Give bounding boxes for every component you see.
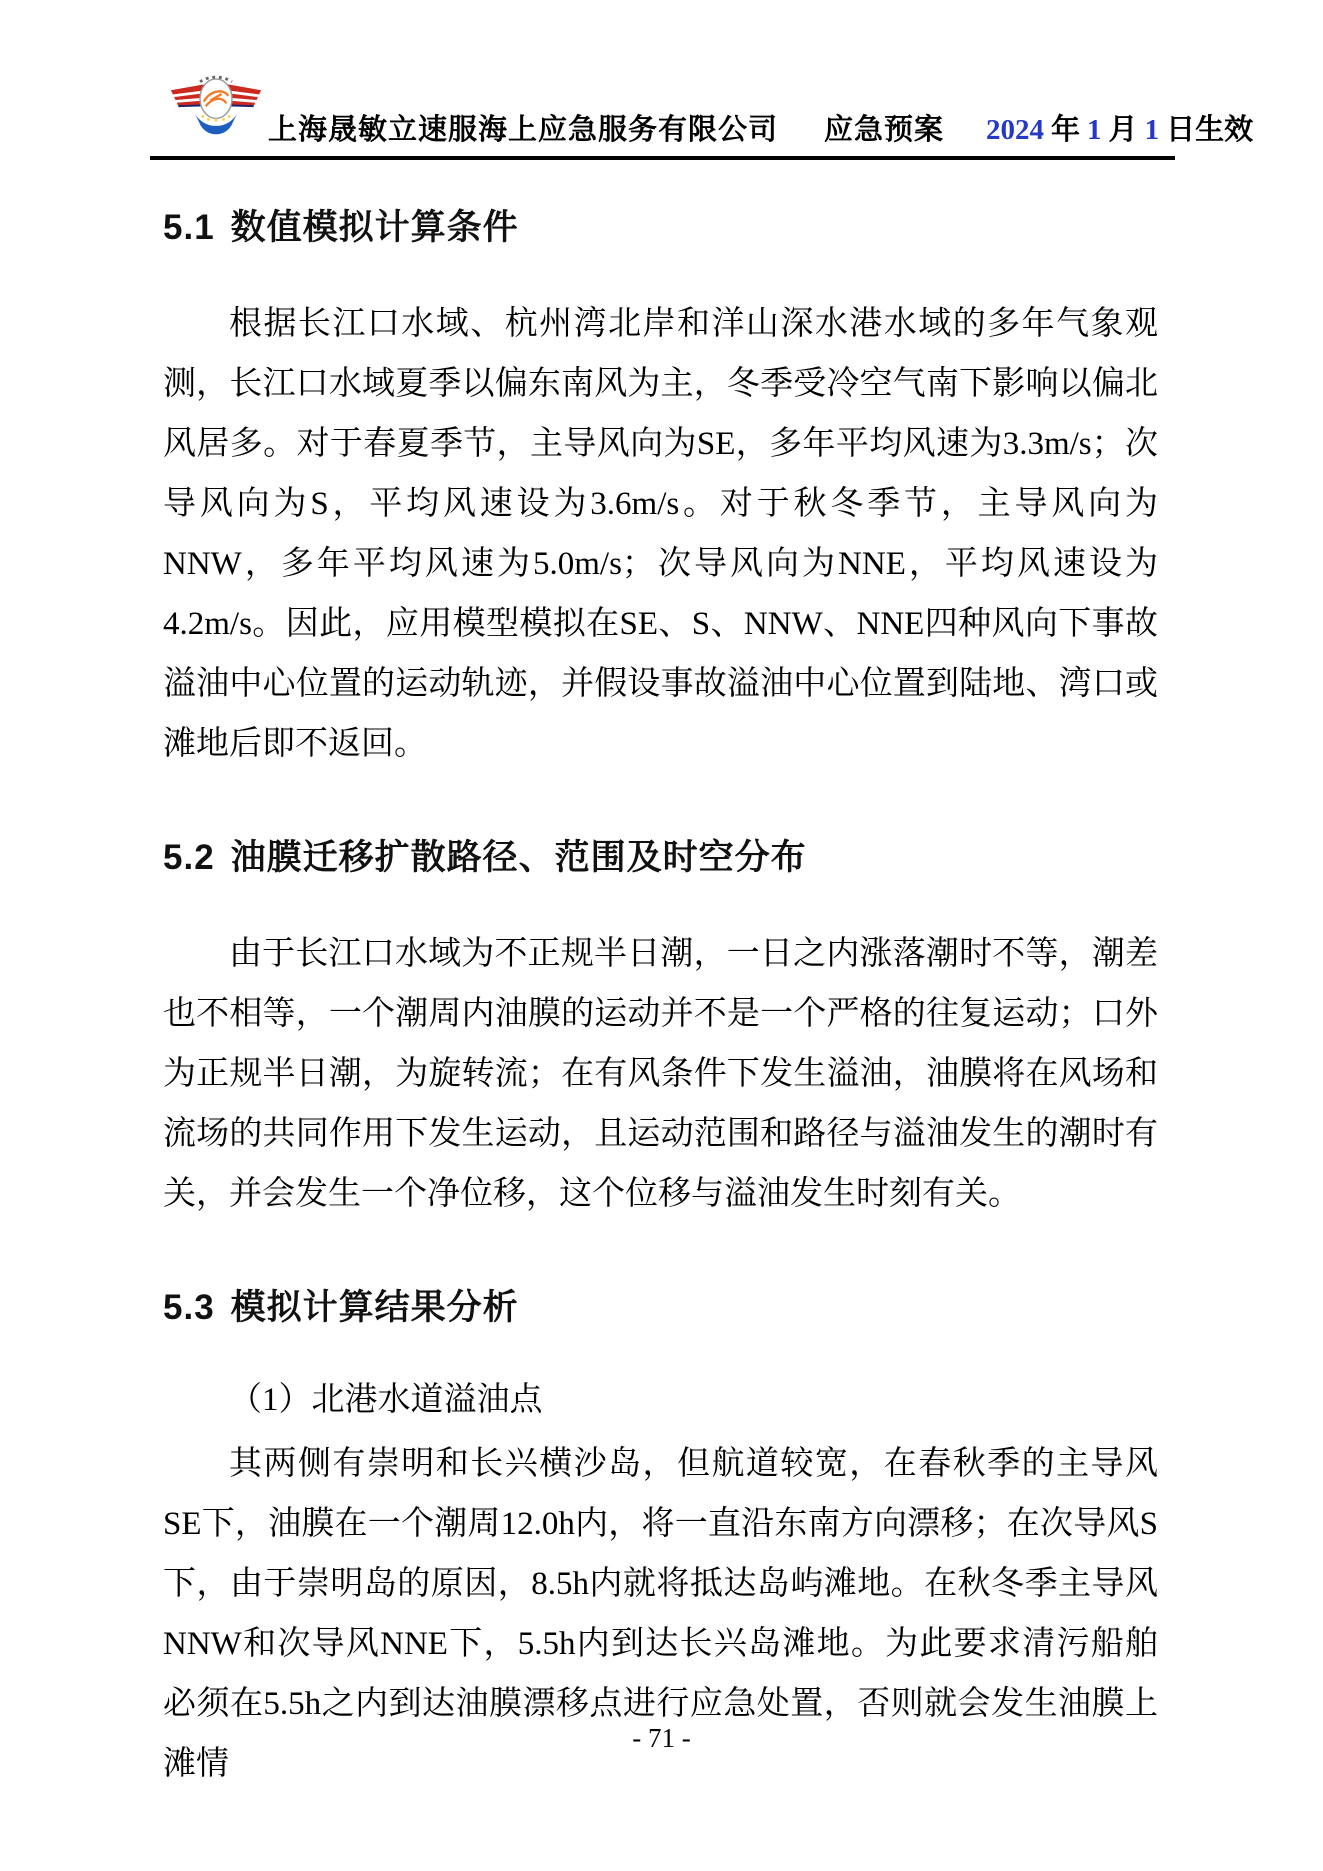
list-item-subheading: （1）北港水道溢油点	[229, 1382, 543, 1418]
paragraph: 由于长江口水域为不正规半日潮，一日之内涨落潮时不等，潮差也不相等，一个潮周内油膜的运动并不是一个严格的往复运动；口外为正规半日潮，为旋转流；在有风条件下发生溢油，油膜将在风场和流场的共同作用下发生运动，且运动范围和路径与溢油发生的潮时有关，并会发生一个净位移，这个位移与溢油发生时刻有关。	[163, 936, 1158, 1212]
document-body	[163, 200, 1158, 1794]
company-logo	[168, 62, 264, 156]
company-name: 上海晟敏立速服海上应急服务有限公司	[268, 114, 779, 146]
date-month-unit: 月	[1108, 114, 1138, 146]
section-heading-5-1	[163, 200, 1158, 250]
document-type-label: 应急预案	[824, 114, 945, 146]
section-title-text: 模拟计算结果分析	[230, 1288, 519, 1327]
section-title-text: 数值模拟计算条件	[230, 208, 519, 247]
section-heading-5-3	[163, 1280, 1158, 1330]
date-year: 2024	[986, 114, 1045, 146]
header-text-row	[268, 107, 1260, 156]
date-month: 1	[1087, 114, 1102, 146]
section-title-text: 油膜迁移扩散路径、范围及时空分布	[230, 838, 807, 877]
section-number: 5.2	[163, 838, 215, 877]
page-header	[150, 0, 1254, 160]
section-number: 5.1	[163, 208, 215, 247]
page-number: - 71 -	[632, 1723, 691, 1753]
company-logo-emblem	[168, 62, 264, 156]
section-heading-5-2	[163, 830, 1158, 880]
paragraph: 其两侧有崇明和长兴横沙岛，但航道较宽，在春秋季的主导风SE下，油膜在一个潮周12.0h内，将一直沿东南方向漂移；在次导风S下，由于崇明岛的原因，8.5h内就将抵达岛屿滩地。在秋冬季主导风NNW和次导风NNE下，5.5h内到达长兴岛滩地。为此要求清污船舶必须在5.5h之内到达油膜漂移点进行应急处置，否则就会发生油膜上滩情	[163, 1446, 1158, 1782]
effective-date	[986, 107, 1260, 148]
paragraph: 根据长江口水域、杭州湾北岸和洋山深水港水域的多年气象观测，长江口水域夏季以偏东南风为主，冬季受冷空气南下影响以偏北风居多。对于春夏季节，主导风向为SE，多年平均风速为3.3m/s；次导风向为S，平均风速设为3.6m/s。对于秋冬季节，主导风向为NNW，多年平均风速为5.0m/s；次导风向为NNE，平均风速设为4.2m/s。因此，应用模型模拟在SE、S、NNW、NNE四种风向下事故溢油中心位置的运动轨迹，并假设事故溢油中心位置到陆地、湾口或滩地后即不返回。	[163, 306, 1158, 762]
date-year-unit: 年	[1051, 114, 1081, 146]
date-day-unit: 日生效	[1166, 114, 1254, 146]
section-number: 5.3	[163, 1288, 215, 1327]
date-day: 1	[1144, 114, 1160, 146]
